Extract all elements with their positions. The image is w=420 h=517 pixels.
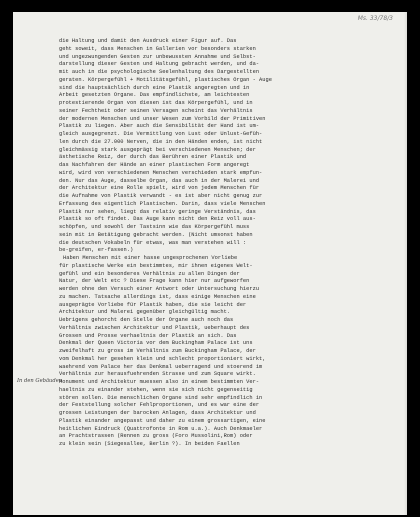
text-line: Uebrigens gehorcht den Stelle der Organe auch noch das	[59, 317, 234, 323]
text-line: die deutschen Vokabeln für etwas, was man verstehen will :	[59, 239, 247, 246]
text-line: sind die hauptsächlich durch eine Plastik angeregten und in	[59, 84, 250, 91]
text-line: werden ohne den Versuch einer Antwort oder Untersuchung hierzu	[59, 286, 260, 292]
text-line: gefühl und ein besonderes Verhältnis zu allen Dingen der	[59, 270, 240, 277]
text-line: Verhältnis zwischen Architektur und Plastik, ueberhaupt des	[59, 324, 250, 331]
text-line: sein mit in Betätigung gebracht werden. (Nicht umsonst haben	[59, 231, 253, 238]
text-line: mit auch in die psychologische Seelenhaltung des Dargestellten	[59, 69, 260, 75]
archive-number: Ms. 33/78/3	[357, 15, 393, 22]
text-line: Architektur und Malerei gegenüber gleichgültig macht.	[59, 309, 231, 316]
text-line: len durch die 27.000 Nerven, die in den Händen enden, ist nicht	[59, 138, 263, 145]
text-line: das Nachfahren der Hände an einer plastischen Form angeregt	[59, 162, 250, 168]
text-line: zu machen. Tatsache allerdings ist, dass einige Menschen eine	[59, 293, 256, 300]
text-line: Plastik zu liegen. Aber auch die Sensibilität der Hand ist um-	[59, 123, 260, 130]
text-line: vom Denkmal her gesehen klein und schlecht proportioniert wirkt,	[59, 355, 266, 362]
text-line: ästhetische Reiz, der durch das Berühren einer Plastik und	[59, 154, 247, 161]
text-line: grossen Leistungen der barocken Anlagen, dass Architektur und	[59, 410, 256, 416]
text-line: Plastik einander angepasst und daher zu einem grossartigen, eine	[59, 417, 266, 424]
text-line: wird, wird von verschiedenen Menschen verschieden stark empfun-	[59, 169, 263, 176]
text-line: zweifelhaft zu gross im Verhältnis zum Buckingham Palace, der	[59, 348, 256, 354]
text-line: der Architektur eine Rolle spielt, wird von jedem Menschen für	[59, 185, 260, 192]
text-line: der modernen Menschen und unser Wesen zum Vorbild der Primitiven	[59, 115, 266, 122]
text-line: haeltnis zu einander stehen, wenn sie sich nicht gegenseitig	[59, 386, 253, 393]
text-line: an Prachtstrassen (Rennen zu gross (Foro Mussolini,Rom) oder	[59, 433, 253, 440]
text-line: geht soweit, dass Menschen in Gallerien vor besonders starken	[59, 45, 256, 52]
text-line: geraten. Körpergefühl + Motilitätsgefühl, plastisches Organ - Auge	[59, 76, 272, 83]
text-line: Haben Menschen mit einer hasse ungesprochenen Vorliebe	[63, 255, 238, 261]
text-line: stören sollen. Die menschlichen Organe sind sehr empfindlich in	[59, 394, 263, 401]
text-line: darstellung dieser Gesten und Haltung gebracht werden, und da-	[59, 61, 260, 68]
typescript-text	[59, 38, 397, 449]
text-line: gleich ausgegrenzt. Die Vermittlung von Lust oder Unlust-Gefüh-	[59, 131, 263, 137]
text-line: be-greifen, er-fassen.)	[59, 247, 134, 254]
text-line: und ungezwungenden Gesten zur unbewussten Annahme und Selbst-	[59, 53, 256, 60]
text-line: Plastik so oft findet. Das Auge kann nicht den Reiz voll aus-	[59, 216, 256, 223]
text-line: die Aufnahme von Plastik verwandt - es ist aber nicht genug zur	[59, 193, 263, 199]
text-line: für plastische Werke ein bestimmtes, mir ihnen eigenes Welt-	[59, 262, 253, 269]
text-line: gleichmässig stark ausgeprägt bei verschiedenen Menschen; der	[59, 146, 256, 153]
text-line: protestierende Organ von diesen ist das Körpergefühl, und in	[59, 100, 253, 106]
text-line: Denkmal der Queen Victoria vor dem Buckingham Palace ist uns	[59, 340, 253, 347]
text-line: Grossen und Prosse verhaeltnis der Plastik an sich. Das	[59, 332, 237, 339]
text-line: heitlichen Eindruck (Quattrofonte in Rom u.a.). Auch Denkmaeler	[59, 425, 263, 432]
text-line: die Haltung und damit den Ausdruck einer Figur auf. Das	[59, 38, 237, 44]
text-line: Arbeit gesetzten Organe. Das empfindlichste, am leichtesten	[59, 92, 250, 99]
text-line: Monument und Architektur muessen also in einem bestimmten Ver-	[59, 379, 260, 385]
text-line: seiner Fechtheit oder seinen Versagen scheint das Verhältnis	[59, 107, 253, 114]
text-line: Erfassung des eigentlich Plastischen. Darin, dass viele Menschen	[59, 200, 266, 207]
text-line: Natur, der Welt etc ? Diese Frage kann hier nur aufgeworfen	[59, 278, 250, 285]
text-line: den. Nur das Auge, dasselbe Organ, das auch in der Malerei und	[59, 177, 260, 184]
handwritten-margin-note: In den Gebäuden	[17, 378, 63, 384]
text-line: Plastik nur sehen, liegt das relativ geringe Verständnis, das	[59, 208, 256, 215]
text-line: schöpfen, und sowohl der Tastsinn wie das Körpergefühl muss	[59, 224, 250, 230]
text-line: der Feststellung solcher Fehlproportionen, und es war eine der	[59, 402, 260, 409]
typescript-page	[13, 12, 407, 515]
page-edge-shadow	[404, 12, 407, 515]
text-line: waehrend vom Palace her das Denkmal ueberragend und stoerend im	[59, 363, 263, 370]
text-line: Verhältnis zur herausfuehrenden Strasse und zum Square wirkt.	[59, 371, 256, 378]
text-line: ausgeprägte Vorliebe für Plastik haben, die sie leicht der	[59, 301, 247, 308]
text-line: zu klein sein (Siegesallee, Berlin ?). In beiden Faellen	[59, 441, 240, 447]
